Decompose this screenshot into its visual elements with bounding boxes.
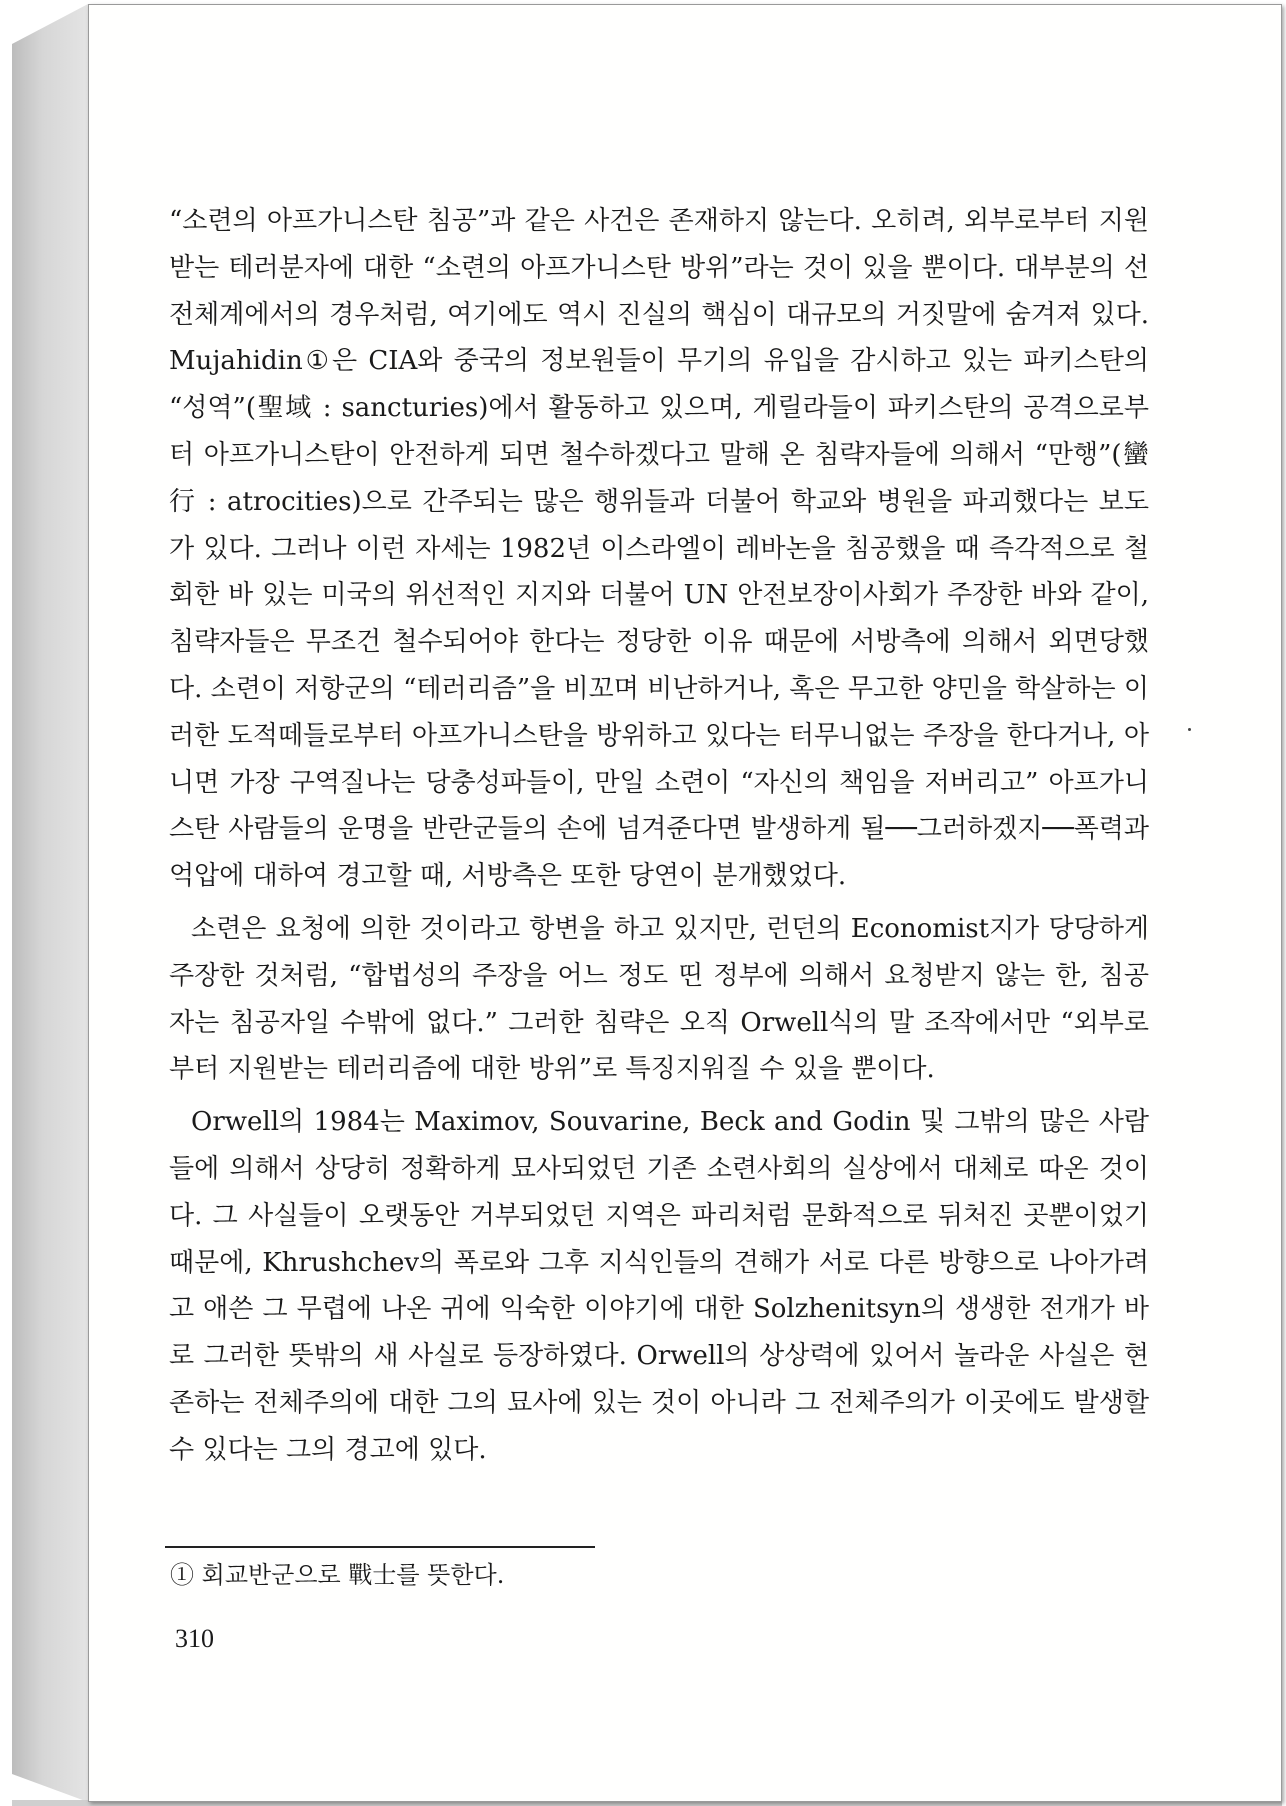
scan-speck (1188, 728, 1191, 731)
paragraph-1: “소련의 아프가니스탄 침공”과 같은 사건은 존재하지 않는다. 오히려, 외부로부터 지원받는 테러분자에 대한 “소련의 아프가니스탄 방위”라는 것이 있을 뿐이다. 대부분의 선전체계에서의 경우처럼, 여기에도 역시 진실의 핵심이 대규모의 거짓말에 숨겨져 있다. Mujahidin①은 CIA와 중국의 정보원들이 무기의 유입을 감시하고 있는 파키스탄의 “성역”(聖域 : sancturies)에서 활동하고 있으며, 게릴라들이 파키스탄의 공격으로부터 아프가니스탄이 안전하게 되면 철수하겠다고 말해 온 침략자들에 의해서 “만행”(蠻行 : atrocities)으로 간주되는 많은 행위들과 더불어 학교와 병원을 파괴했다는 보도가 있다. 그러나 이런 자세는 1982년 이스라엘이 레바논을 침공했을 때 즉각적으로 철회한 바 있는 미국의 위선적인 지지와 더불어 UN 안전보장이사회가 주장한 바와 같이, 침략자들은 무조건 철수되어야 한다는 정당한 이유 때문에 서방측에 의해서 외면당했다. 소련이 저항군의 “테러리즘”을 비꼬며 비난하거나, 혹은 무고한 양민을 학살하는 이러한 도적떼들로부터 아프가니스탄을 방위하고 있다는 터무니없는 주장을 한다거나, 아니면 가장 구역질나는 당충성파들이, 만일 소련이 “자신의 책임을 저버리고” 아프가니스탄 사람들의 운명을 반란군들의 손에 넘겨준다면 발생하게 될──그러하겠지──폭력과 억압에 대하여 경고할 때, 서방측은 또한 당연이 분개했었다. (169, 206, 1149, 892)
page-number: 310 (175, 1624, 214, 1653)
footnote: ① 회교반군으로 戰士를 뜻한다. (170, 1561, 505, 1589)
paragraph-2: 소련은 요청에 의한 것이라고 항변을 하고 있지만, 런던의 Economist지가 당당하게 주장한 것처럼, “합법성의 주장을 어느 정도 띤 정부에 의해서 요청받지 않는 한, 침공자는 침공자일 수밖에 없다.” 그러한 침략은 오직 Orwell식의 말 조작에서만 “외부로부터 지원받는 테러리즘에 대한 방위”로 특징지워질 수 있을 뿐이다. (169, 913, 1149, 1085)
body-text (169, 198, 1149, 1480)
paragraph-3: Orwell의 1984는 Maximov, Souvarine, Beck and Godin 및 그밖의 많은 사람들에 의해서 상당히 정확하게 묘사되었던 기존 소련사회의 실상에서 대체로 따온 것이다. 그 사실들이 오랫동안 거부되었던 지역은 파리처럼 문화적으로 뒤처진 곳뿐이었기 때문에, Khrushchev의 폭로와 그후 지식인들의 견해가 서로 다른 방향으로 나아가려고 애쓴 그 무렵에 나온 귀에 익숙한 이야기에 대한 Solzhenitsyn의 생생한 전개가 바로 그러한 뜻밖의 새 사실로 등장하였다. Orwell의 상상력에 있어서 놀라운 사실은 현존하는 전체주의에 대한 그의 묘사에 있는 것이 아니라 그 전체주의가 이곳에도 발생할 수 있다는 그의 경고에 있다. (169, 1107, 1149, 1465)
footnote-divider (165, 1546, 595, 1548)
book-spine (12, 4, 88, 1802)
